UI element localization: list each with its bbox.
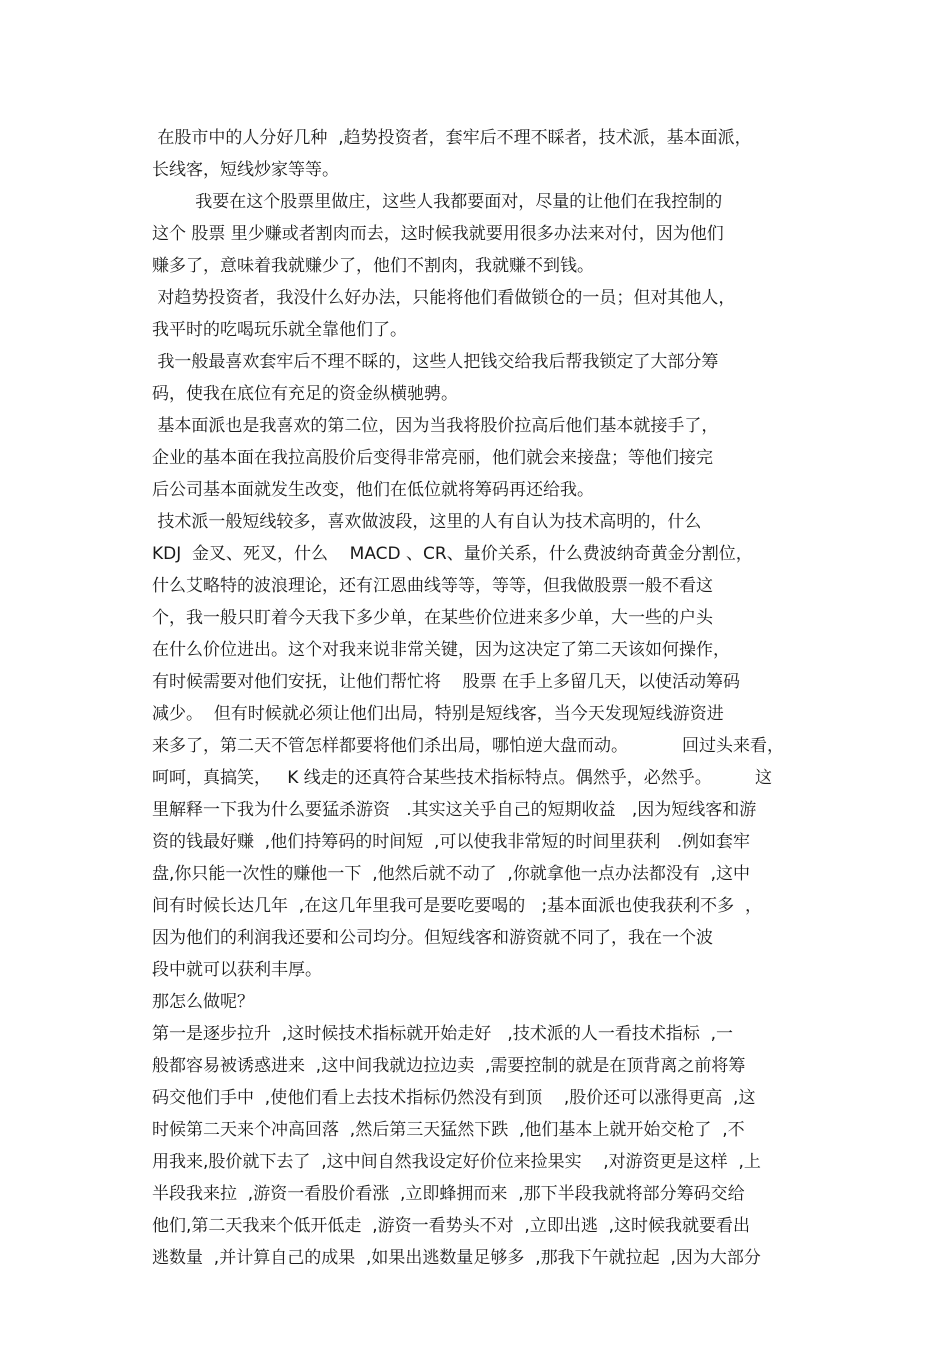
text-line: 里解释一下我为什么要猛杀游资 .其实这关乎自己的短期收益 ,因为短线客和游: [152, 800, 757, 820]
text-line: KDJ 金叉、死叉，什么 MACD 、CR、量价关系，什么费波纳奇黄金分割位，: [152, 544, 753, 564]
text-line: 码，使我在底位有充足的资金纵横驰骋。: [152, 384, 458, 404]
text-line: 资的钱最好赚 ,他们持筹码的时间短 ,可以使我非常短的时间里获利 .例如套牢: [152, 832, 751, 852]
text-line: 码交他们手中 ,使他们看上去技术指标仍然没有到顶 ,股价还可以涨得更高 ,这: [152, 1088, 756, 1108]
text-line: 长线客，短线炒家等等。: [152, 160, 339, 180]
text-line: 对趋势投资者，我没什么好办法，只能将他们看做锁仓的一员；但对其他人，: [152, 288, 736, 308]
text-line: 间有时候长达几年 ,在这几年里我可是要吃要喝的 ;基本面派也使我获利不多 ，: [152, 896, 762, 916]
text-line: 来多了，第二天不管怎样都要将他们杀出局，哪怕逆大盘而动。 回过头来看，: [152, 736, 785, 756]
text-line: 我一般最喜欢套牢后不理不睬的，这些人把钱交给我后帮我锁定了大部分筹: [152, 352, 719, 372]
text-line: 我平时的吃喝玩乐就全靠他们了。: [152, 320, 407, 340]
text-line: 在什么价位进出。这个对我来说非常关键，因为这决定了第二天该如何操作，: [152, 640, 730, 660]
text-line: 个，我一般只盯着今天我下多少单，在某些价位进来多少单，大一些的户头: [152, 608, 713, 628]
text-line: 什么艾略特的波浪理论，还有江恩曲线等等，等等，但我做股票一般不看这: [152, 576, 713, 596]
text-line: 这个 股票 里少赚或者割肉而去，这时候我就要用很多办法来对付，因为他们: [152, 224, 724, 244]
text-line: 时候第二天来个冲高回落 ,然后第三天猛然下跌 ,他们基本上就开始交枪了 ,不: [152, 1120, 745, 1140]
section-question: 那怎么做呢？: [152, 992, 254, 1012]
text-line: 他们,第二天我来个低开低走 ,游资一看势头不对 ,立即出逃 ,这时候我就要看出: [152, 1216, 751, 1236]
text-line: 减少。 但有时候就必须让他们出局，特别是短线客，当今天发现短线游资进: [152, 704, 724, 724]
text-line: 我要在这个股票里做庄，这些人我都要面对，尽量的让他们在我控制的: [152, 192, 723, 212]
text-line: 赚多了，意味着我就赚少了，他们不割肉，我就赚不到钱。: [152, 256, 594, 276]
text-line: 般都容易被诱惑进来 ,这中间我就边拉边卖 ,需要控制的就是在顶背离之前将筹: [152, 1056, 746, 1076]
text-line: 用我来,股价就下去了 ,这中间自然我设定好价位来捡果实 ,对游资更是这样 ,上: [152, 1152, 761, 1172]
text-line: 技术派一般短线较多，喜欢做波段，这里的人有自认为技术高明的，什么: [152, 512, 702, 532]
text-line: 逃数量 ,并计算自己的成果 ,如果出逃数量足够多 ,那我下午就拉起 ,因为大部分: [152, 1248, 761, 1268]
text-line: 后公司基本面就发生改变，他们在低位就将筹码再还给我。: [152, 480, 594, 500]
text-line: 企业的基本面在我拉高股价后变得非常亮丽，他们就会来接盘；等他们接完: [152, 448, 713, 468]
text-line: 呵呵，真搞笑， K 线走的还真符合某些技术指标特点。偶然乎，必然乎。 这: [152, 768, 772, 788]
text-line: 半段我来拉 ,游资一看股价看涨 ,立即蜂拥而来 ,那下半段我就将部分筹码交给: [152, 1184, 745, 1204]
text-line: 在股市中的人分好几种 ,趋势投资者，套牢后不理不睬者，技术派，基本面派，: [152, 128, 752, 148]
text-line: 段中就可以获利丰厚。: [152, 960, 322, 980]
text-line: 因为他们的利润我还要和公司均分。但短线客和游资就不同了，我在一个波: [152, 928, 713, 948]
text-line: 第一是逐步拉升 ,这时候技术指标就开始走好 ,技术派的人一看技术指标 ,一: [152, 1024, 734, 1044]
text-line: 基本面派也是我喜欢的第二位，因为当我将股价拉高后他们基本就接手了，: [152, 416, 719, 436]
text-line: 有时候需要对他们安抚，让他们帮忙将 股票 在手上多留几天，以使活动筹码: [152, 672, 741, 692]
text-line: 盘,你只能一次性的赚他一下 ,他然后就不动了 ,你就拿他一点办法都没有 ,这中: [152, 864, 751, 884]
